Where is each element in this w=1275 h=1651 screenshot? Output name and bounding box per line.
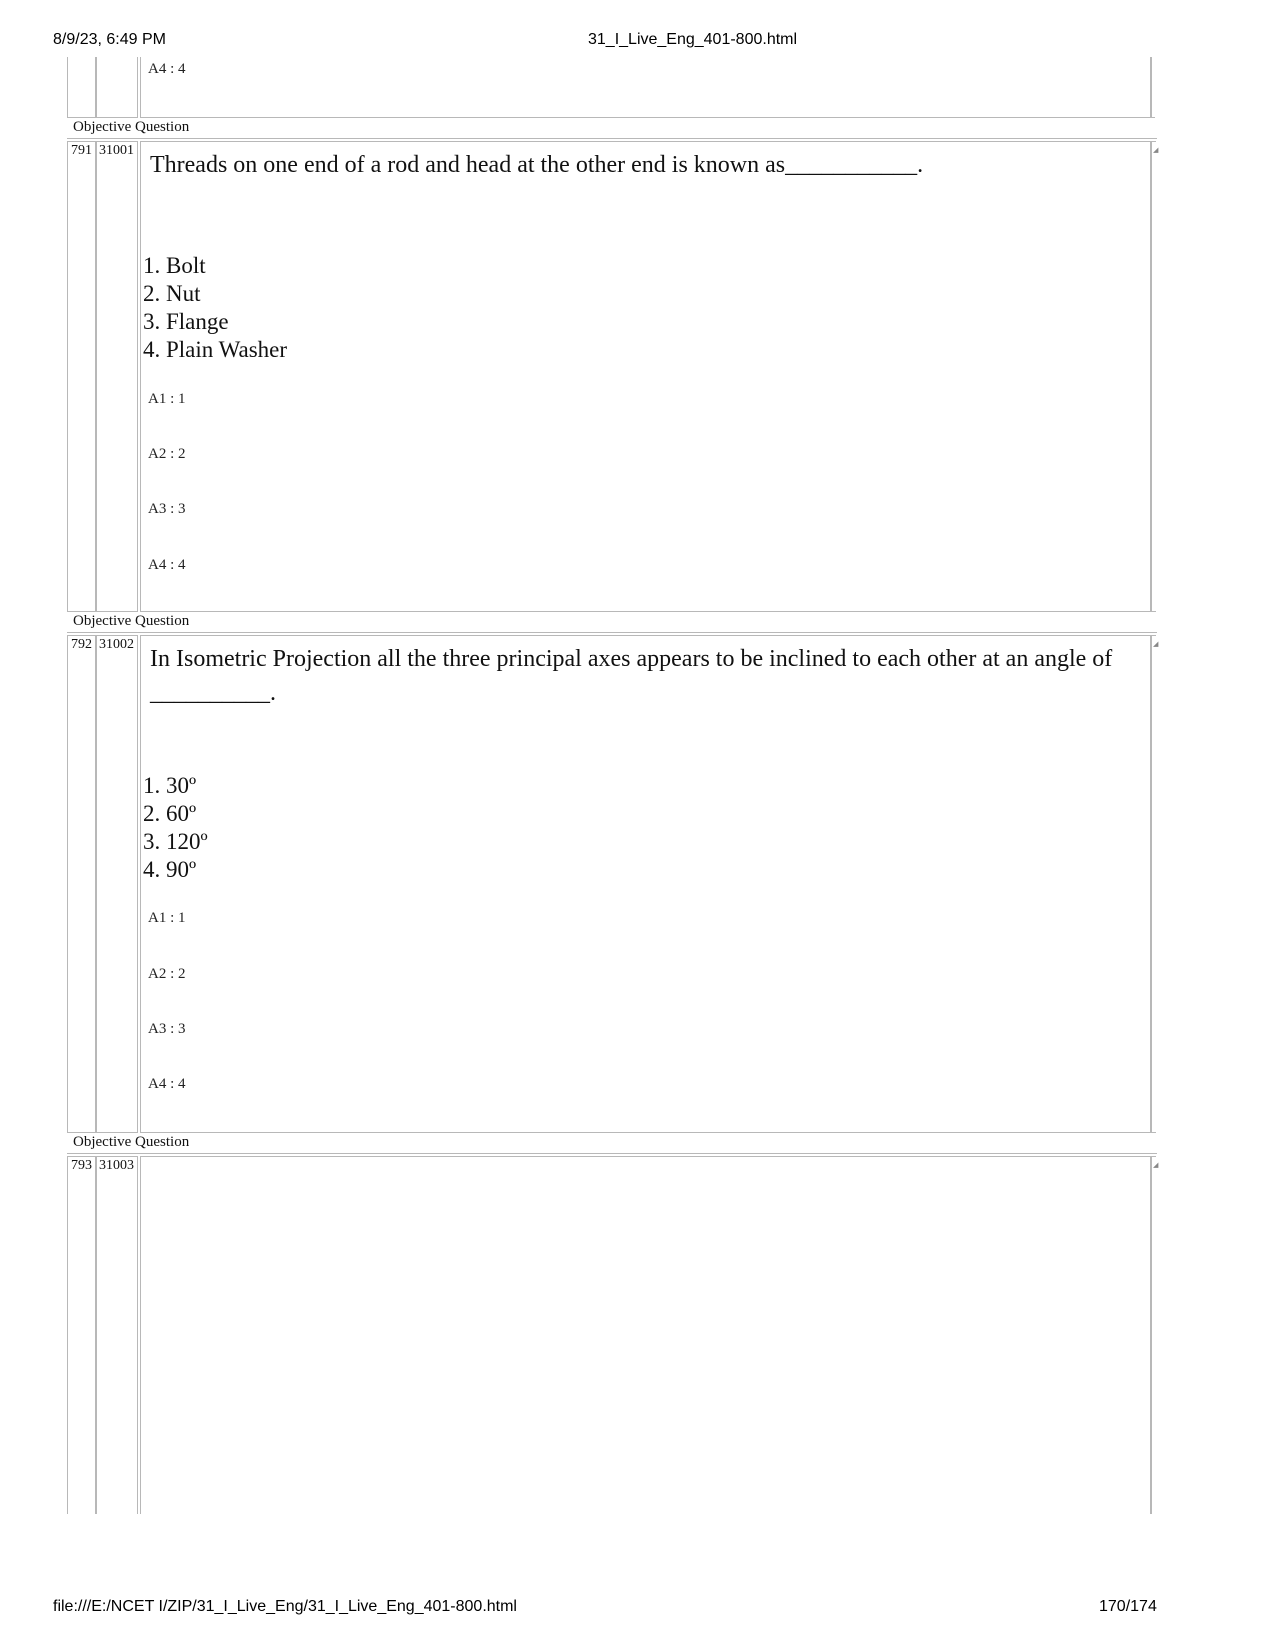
sno-cell (67, 1156, 96, 1514)
cell-marker: ◢ (1153, 147, 1159, 154)
question-id: 31002 (99, 637, 134, 652)
option-item: 3. Flange (166, 308, 287, 336)
print-page-title: 31_I_Live_Eng_401-800.html (588, 31, 798, 48)
option-item: 3. 120º (166, 828, 208, 856)
sno-cell (67, 635, 96, 1133)
right-edge-cell (1151, 635, 1159, 1133)
answer-label: A2 : 2 (148, 966, 186, 982)
fragment-qid-cell (96, 57, 138, 118)
options-list (126, 252, 287, 364)
option-item: 4. Plain Washer (166, 336, 287, 364)
section-label: Objective Question (73, 119, 190, 135)
section-label: Objective Question (73, 613, 190, 629)
question-serial-number: 792 (71, 637, 92, 652)
question-text-line: __________. (150, 680, 276, 706)
cell-marker: ◢ (1153, 641, 1159, 648)
option-item: 4. 90º (166, 856, 208, 884)
print-file-path: file:///E:/NCET I/ZIP/31_I_Live_Eng/31_I_Live_Eng_401-800.html (53, 1598, 517, 1615)
answer-label: A3 : 3 (148, 501, 186, 517)
question-body-cell (140, 1156, 1151, 1514)
answer-label: A4 : 4 (148, 557, 186, 573)
right-edge-cell (1151, 141, 1159, 612)
question-serial-number: 793 (71, 1158, 92, 1173)
divider (67, 1153, 1157, 1154)
divider (67, 632, 1157, 633)
divider (67, 138, 1157, 139)
option-item: 1. Bolt (166, 252, 287, 280)
qid-cell (96, 1156, 138, 1514)
fragment-sno-cell (67, 57, 96, 118)
section-label: Objective Question (73, 1134, 190, 1150)
question-body-cell (140, 141, 1151, 612)
option-item: 1. 30º (166, 772, 208, 800)
answer-label: A4 : 4 (148, 61, 186, 77)
question-text-line: In Isometric Projection all the three principal axes appears to be inclined to each other at an angle of (150, 646, 1113, 672)
cell-marker: ◢ (1153, 1162, 1159, 1169)
qid-cell (96, 141, 138, 612)
answer-label: A1 : 1 (148, 910, 186, 926)
print-page-number: 170/174 (1099, 1598, 1157, 1615)
qid-cell (96, 635, 138, 1133)
question-id: 31003 (99, 1158, 134, 1173)
print-datetime: 8/9/23, 6:49 PM (53, 31, 166, 48)
option-item: 2. 60º (166, 800, 208, 828)
options-list (126, 772, 208, 884)
answer-label: A3 : 3 (148, 1021, 186, 1037)
question-text (150, 642, 1140, 710)
question-id: 31001 (99, 143, 134, 158)
answer-label: A1 : 1 (148, 391, 186, 407)
question-text: Threads on one end of a rod and head at the other end is known as___________. (150, 152, 924, 178)
fragment-body-cell (140, 57, 1151, 118)
question-serial-number: 791 (71, 143, 92, 158)
sno-cell (67, 141, 96, 612)
fragment-right-edge (1151, 57, 1155, 118)
answer-label: A4 : 4 (148, 1076, 186, 1092)
right-edge-cell (1151, 1156, 1159, 1514)
option-item: 2. Nut (166, 280, 287, 308)
answer-label: A2 : 2 (148, 446, 186, 462)
